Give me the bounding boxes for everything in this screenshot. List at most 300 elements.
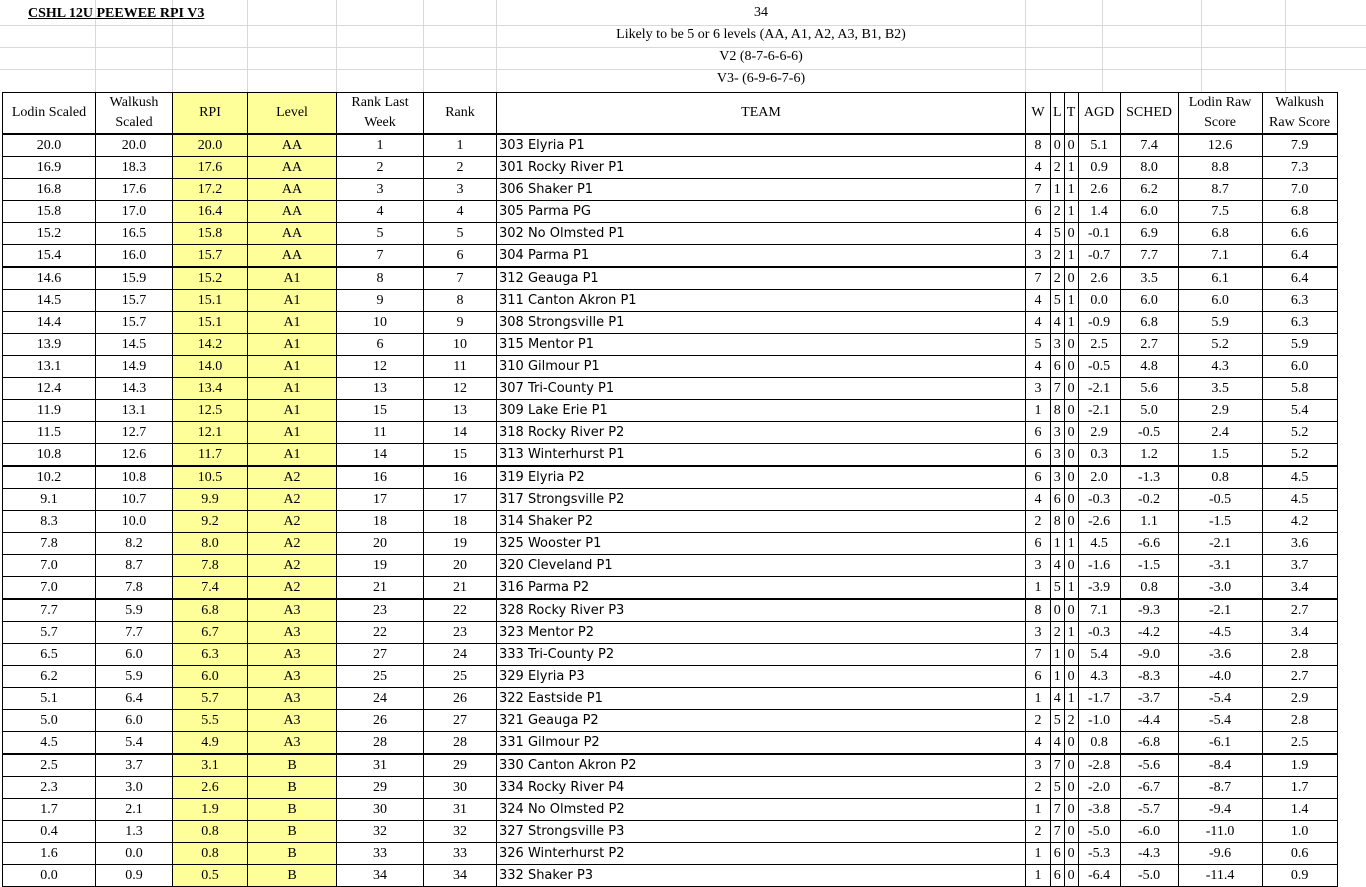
cell-lodin-scaled[interactable]: 15.2 [3, 223, 96, 245]
cell-level[interactable]: A1 [248, 290, 337, 312]
cell-walkush-scaled[interactable]: 8.7 [96, 555, 173, 577]
cell-team[interactable]: 301 Rocky River P1 [497, 157, 1026, 179]
cell-lodin-raw-score[interactable]: 6.8 [1178, 223, 1262, 245]
cell-rank-last-week[interactable]: 4 [337, 201, 424, 223]
cell-lodin-scaled[interactable]: 6.2 [3, 666, 96, 688]
header-level[interactable]: Level [248, 93, 337, 135]
cell-rank-last-week[interactable]: 2 [337, 157, 424, 179]
cell-agd[interactable]: 0.8 [1078, 732, 1120, 755]
cell-team[interactable]: 320 Cleveland P1 [497, 555, 1026, 577]
cell-rpi[interactable]: 5.7 [173, 688, 248, 710]
cell-level[interactable]: A3 [248, 644, 337, 666]
cell-team[interactable]: 306 Shaker P1 [497, 179, 1026, 201]
header-l[interactable]: L [1051, 93, 1065, 135]
cell-rpi[interactable]: 14.0 [173, 356, 248, 378]
note-levels[interactable]: Likely to be 5 or 6 levels (AA, A1, A2, A3, B1, B2) [616, 27, 906, 42]
cell-walkush-scaled[interactable]: 15.7 [96, 312, 173, 334]
cell-level[interactable]: A2 [248, 466, 337, 489]
cell-l[interactable]: 4 [1051, 732, 1065, 755]
cell-sched[interactable]: 8.0 [1120, 157, 1178, 179]
cell-t[interactable]: 0 [1064, 732, 1078, 755]
cell-agd[interactable]: 5.4 [1078, 644, 1120, 666]
cell-walkush-scaled[interactable]: 18.3 [96, 157, 173, 179]
cell-rank[interactable]: 7 [424, 267, 497, 290]
cell-rank-last-week[interactable]: 6 [337, 334, 424, 356]
cell-walkush-scaled[interactable]: 7.7 [96, 622, 173, 644]
cell-t[interactable]: 0 [1064, 422, 1078, 444]
cell-w[interactable]: 2 [1026, 821, 1051, 843]
cell-rank[interactable]: 5 [424, 223, 497, 245]
cell-rank-last-week[interactable]: 25 [337, 666, 424, 688]
cell-rpi[interactable]: 2.6 [173, 777, 248, 799]
cell-w[interactable]: 1 [1026, 799, 1051, 821]
cell-rank-last-week[interactable]: 29 [337, 777, 424, 799]
cell-lodin-scaled[interactable]: 1.7 [3, 799, 96, 821]
cell-level[interactable]: A3 [248, 710, 337, 732]
header-rank-last-week[interactable]: Rank Last Week [337, 93, 424, 135]
cell-walkush-raw-score[interactable]: 1.9 [1262, 754, 1337, 777]
cell-lodin-raw-score[interactable]: 5.9 [1178, 312, 1262, 334]
cell-walkush-raw-score[interactable]: 0.6 [1262, 843, 1337, 865]
cell-walkush-scaled[interactable]: 14.3 [96, 378, 173, 400]
cell-rank-last-week[interactable]: 31 [337, 754, 424, 777]
cell-lodin-scaled[interactable]: 4.5 [3, 732, 96, 755]
cell-sched[interactable]: 1.2 [1120, 444, 1178, 467]
cell-t[interactable]: 0 [1064, 400, 1078, 422]
cell-t[interactable]: 0 [1064, 134, 1078, 157]
cell-w[interactable]: 3 [1026, 378, 1051, 400]
cell-rpi[interactable]: 3.1 [173, 754, 248, 777]
cell-w[interactable]: 6 [1026, 533, 1051, 555]
cell-walkush-raw-score[interactable]: 1.0 [1262, 821, 1337, 843]
cell-sched[interactable]: -1.3 [1120, 466, 1178, 489]
cell-team[interactable]: 307 Tri-County P1 [497, 378, 1026, 400]
cell-team[interactable]: 305 Parma PG [497, 201, 1026, 223]
cell-agd[interactable]: 2.6 [1078, 267, 1120, 290]
cell-level[interactable]: B [248, 777, 337, 799]
cell-agd[interactable]: -3.8 [1078, 799, 1120, 821]
cell-team[interactable]: 334 Rocky River P4 [497, 777, 1026, 799]
cell-rank[interactable]: 28 [424, 732, 497, 755]
cell-t[interactable]: 0 [1064, 444, 1078, 467]
cell-walkush-scaled[interactable]: 10.8 [96, 466, 173, 489]
cell-agd[interactable]: -0.5 [1078, 356, 1120, 378]
cell-walkush-scaled[interactable]: 15.7 [96, 290, 173, 312]
cell-lodin-scaled[interactable]: 7.8 [3, 533, 96, 555]
cell-walkush-raw-score[interactable]: 7.3 [1262, 157, 1337, 179]
cell-lodin-scaled[interactable]: 0.0 [3, 865, 96, 887]
cell-lodin-scaled[interactable]: 0.4 [3, 821, 96, 843]
cell-walkush-scaled[interactable]: 10.7 [96, 489, 173, 511]
cell-lodin-raw-score[interactable]: 2.9 [1178, 400, 1262, 422]
cell-sched[interactable]: -6.7 [1120, 777, 1178, 799]
cell-agd[interactable]: 0.3 [1078, 444, 1120, 467]
cell-agd[interactable]: 2.9 [1078, 422, 1120, 444]
cell-rank[interactable]: 20 [424, 555, 497, 577]
cell-rank[interactable]: 18 [424, 511, 497, 533]
cell-rank[interactable]: 2 [424, 157, 497, 179]
cell-lodin-raw-score[interactable]: 1.5 [1178, 444, 1262, 467]
cell-l[interactable]: 3 [1051, 422, 1065, 444]
cell-w[interactable]: 1 [1026, 400, 1051, 422]
cell-rank-last-week[interactable]: 17 [337, 489, 424, 511]
note-v2[interactable]: V2 (8-7-6-6-6) [719, 49, 803, 64]
cell-lodin-scaled[interactable]: 7.0 [3, 555, 96, 577]
cell-l[interactable]: 4 [1051, 312, 1065, 334]
cell-lodin-scaled[interactable]: 13.1 [3, 356, 96, 378]
cell-l[interactable]: 5 [1051, 223, 1065, 245]
cell-t[interactable]: 0 [1064, 777, 1078, 799]
cell-walkush-scaled[interactable]: 12.7 [96, 422, 173, 444]
cell-rank-last-week[interactable]: 30 [337, 799, 424, 821]
cell-t[interactable]: 0 [1064, 489, 1078, 511]
cell-level[interactable]: A2 [248, 489, 337, 511]
cell-rank-last-week[interactable]: 33 [337, 843, 424, 865]
cell-rank[interactable]: 4 [424, 201, 497, 223]
cell-rpi[interactable]: 7.4 [173, 577, 248, 600]
cell-rpi[interactable]: 13.4 [173, 378, 248, 400]
cell-walkush-raw-score[interactable]: 6.3 [1262, 312, 1337, 334]
cell-team[interactable]: 316 Parma P2 [497, 577, 1026, 600]
cell-rank-last-week[interactable]: 20 [337, 533, 424, 555]
cell-lodin-scaled[interactable]: 14.6 [3, 267, 96, 290]
cell-walkush-raw-score[interactable]: 2.9 [1262, 688, 1337, 710]
cell-team[interactable]: 308 Strongsville P1 [497, 312, 1026, 334]
cell-rpi[interactable]: 10.5 [173, 466, 248, 489]
cell-rpi[interactable]: 15.1 [173, 290, 248, 312]
cell-l[interactable]: 1 [1051, 644, 1065, 666]
cell-rank-last-week[interactable]: 7 [337, 245, 424, 268]
cell-sched[interactable]: 7.7 [1120, 245, 1178, 268]
cell-walkush-raw-score[interactable]: 2.8 [1262, 644, 1337, 666]
cell-l[interactable]: 2 [1051, 267, 1065, 290]
cell-walkush-scaled[interactable]: 10.0 [96, 511, 173, 533]
cell-l[interactable]: 7 [1051, 821, 1065, 843]
cell-sched[interactable]: -4.4 [1120, 710, 1178, 732]
cell-agd[interactable]: -0.7 [1078, 245, 1120, 268]
cell-rank-last-week[interactable]: 21 [337, 577, 424, 600]
cell-l[interactable]: 5 [1051, 710, 1065, 732]
cell-agd[interactable]: 0.9 [1078, 157, 1120, 179]
header-lodin-scaled[interactable]: Lodin Scaled [3, 93, 96, 135]
cell-t[interactable]: 1 [1064, 201, 1078, 223]
cell-level[interactable]: A3 [248, 688, 337, 710]
cell-w[interactable]: 4 [1026, 157, 1051, 179]
cell-t[interactable]: 1 [1064, 622, 1078, 644]
cell-walkush-scaled[interactable]: 7.8 [96, 577, 173, 600]
cell-rpi[interactable]: 15.2 [173, 267, 248, 290]
cell-agd[interactable]: -2.0 [1078, 777, 1120, 799]
cell-level[interactable]: A1 [248, 356, 337, 378]
cell-l[interactable]: 0 [1051, 134, 1065, 157]
cell-lodin-raw-score[interactable]: -11.4 [1178, 865, 1262, 887]
cell-sched[interactable]: 6.8 [1120, 312, 1178, 334]
cell-agd[interactable]: -1.0 [1078, 710, 1120, 732]
cell-w[interactable]: 6 [1026, 666, 1051, 688]
cell-walkush-raw-score[interactable]: 3.6 [1262, 533, 1337, 555]
cell-walkush-scaled[interactable]: 3.7 [96, 754, 173, 777]
cell-t[interactable]: 2 [1064, 710, 1078, 732]
cell-rank-last-week[interactable]: 28 [337, 732, 424, 755]
cell-l[interactable]: 6 [1051, 489, 1065, 511]
cell-agd[interactable]: -2.1 [1078, 378, 1120, 400]
cell-w[interactable]: 6 [1026, 201, 1051, 223]
cell-walkush-scaled[interactable]: 0.0 [96, 843, 173, 865]
cell-lodin-raw-score[interactable]: -5.4 [1178, 688, 1262, 710]
cell-t[interactable]: 0 [1064, 799, 1078, 821]
cell-sched[interactable]: 6.2 [1120, 179, 1178, 201]
cell-team[interactable]: 322 Eastside P1 [497, 688, 1026, 710]
cell-team[interactable]: 315 Mentor P1 [497, 334, 1026, 356]
cell-team[interactable]: 303 Elyria P1 [497, 134, 1026, 157]
cell-team[interactable]: 325 Wooster P1 [497, 533, 1026, 555]
cell-rank[interactable]: 21 [424, 577, 497, 600]
cell-sched[interactable]: -5.7 [1120, 799, 1178, 821]
cell-walkush-scaled[interactable]: 8.2 [96, 533, 173, 555]
cell-rpi[interactable]: 4.9 [173, 732, 248, 755]
header-w[interactable]: W [1026, 93, 1051, 135]
cell-walkush-raw-score[interactable]: 5.2 [1262, 444, 1337, 467]
cell-rank-last-week[interactable]: 16 [337, 466, 424, 489]
cell-l[interactable]: 3 [1051, 466, 1065, 489]
cell-w[interactable]: 2 [1026, 710, 1051, 732]
cell-walkush-raw-score[interactable]: 4.2 [1262, 511, 1337, 533]
cell-walkush-raw-score[interactable]: 5.9 [1262, 334, 1337, 356]
cell-team[interactable]: 324 No Olmsted P2 [497, 799, 1026, 821]
cell-l[interactable]: 2 [1051, 157, 1065, 179]
cell-w[interactable]: 4 [1026, 489, 1051, 511]
cell-agd[interactable]: 2.6 [1078, 179, 1120, 201]
cell-walkush-raw-score[interactable]: 1.7 [1262, 777, 1337, 799]
cell-sched[interactable]: 1.1 [1120, 511, 1178, 533]
cell-lodin-scaled[interactable]: 2.3 [3, 777, 96, 799]
cell-sched[interactable]: -6.0 [1120, 821, 1178, 843]
cell-lodin-scaled[interactable]: 14.4 [3, 312, 96, 334]
cell-t[interactable]: 0 [1064, 223, 1078, 245]
cell-lodin-raw-score[interactable]: 7.1 [1178, 245, 1262, 268]
cell-team[interactable]: 310 Gilmour P1 [497, 356, 1026, 378]
cell-t[interactable]: 0 [1064, 865, 1078, 887]
cell-walkush-scaled[interactable]: 2.1 [96, 799, 173, 821]
cell-rank[interactable]: 14 [424, 422, 497, 444]
cell-t[interactable]: 0 [1064, 644, 1078, 666]
cell-lodin-raw-score[interactable]: -1.5 [1178, 511, 1262, 533]
cell-walkush-scaled[interactable]: 5.4 [96, 732, 173, 755]
cell-team[interactable]: 302 No Olmsted P1 [497, 223, 1026, 245]
cell-walkush-scaled[interactable]: 17.0 [96, 201, 173, 223]
cell-level[interactable]: B [248, 754, 337, 777]
cell-l[interactable]: 7 [1051, 754, 1065, 777]
cell-w[interactable]: 6 [1026, 444, 1051, 467]
cell-team[interactable]: 332 Shaker P3 [497, 865, 1026, 887]
cell-l[interactable]: 5 [1051, 290, 1065, 312]
cell-team[interactable]: 318 Rocky River P2 [497, 422, 1026, 444]
cell-rank[interactable]: 32 [424, 821, 497, 843]
cell-agd[interactable]: -1.6 [1078, 555, 1120, 577]
cell-rank[interactable]: 25 [424, 666, 497, 688]
cell-l[interactable]: 3 [1051, 444, 1065, 467]
cell-w[interactable]: 7 [1026, 644, 1051, 666]
cell-l[interactable]: 1 [1051, 666, 1065, 688]
cell-agd[interactable]: 5.1 [1078, 134, 1120, 157]
cell-lodin-raw-score[interactable]: 4.3 [1178, 356, 1262, 378]
cell-lodin-scaled[interactable]: 7.0 [3, 577, 96, 600]
cell-rank[interactable]: 34 [424, 865, 497, 887]
cell-sched[interactable]: 6.0 [1120, 290, 1178, 312]
cell-w[interactable]: 4 [1026, 312, 1051, 334]
cell-rank[interactable]: 3 [424, 179, 497, 201]
cell-lodin-raw-score[interactable]: 12.6 [1178, 134, 1262, 157]
cell-lodin-scaled[interactable]: 11.9 [3, 400, 96, 422]
cell-rank-last-week[interactable]: 8 [337, 267, 424, 290]
cell-lodin-raw-score[interactable]: 0.8 [1178, 466, 1262, 489]
cell-w[interactable]: 4 [1026, 732, 1051, 755]
cell-sched[interactable]: 5.0 [1120, 400, 1178, 422]
cell-rank[interactable]: 31 [424, 799, 497, 821]
cell-walkush-scaled[interactable]: 5.9 [96, 666, 173, 688]
cell-lodin-scaled[interactable]: 10.8 [3, 444, 96, 467]
cell-walkush-scaled[interactable]: 6.4 [96, 688, 173, 710]
cell-rpi[interactable]: 8.0 [173, 533, 248, 555]
cell-lodin-raw-score[interactable]: 6.1 [1178, 267, 1262, 290]
cell-w[interactable]: 7 [1026, 267, 1051, 290]
cell-agd[interactable]: 4.3 [1078, 666, 1120, 688]
cell-lodin-scaled[interactable]: 15.8 [3, 201, 96, 223]
cell-rank-last-week[interactable]: 3 [337, 179, 424, 201]
cell-level[interactable]: AA [248, 134, 337, 157]
cell-rank[interactable]: 26 [424, 688, 497, 710]
cell-w[interactable]: 4 [1026, 290, 1051, 312]
cell-w[interactable]: 6 [1026, 466, 1051, 489]
cell-l[interactable]: 2 [1051, 245, 1065, 268]
cell-t[interactable]: 1 [1064, 157, 1078, 179]
cell-walkush-raw-score[interactable]: 7.0 [1262, 179, 1337, 201]
cell-rank[interactable]: 11 [424, 356, 497, 378]
cell-walkush-raw-score[interactable]: 2.7 [1262, 666, 1337, 688]
cell-rank-last-week[interactable]: 13 [337, 378, 424, 400]
cell-lodin-raw-score[interactable]: -5.4 [1178, 710, 1262, 732]
cell-walkush-raw-score[interactable]: 0.9 [1262, 865, 1337, 887]
cell-level[interactable]: A1 [248, 422, 337, 444]
sheet-title[interactable]: CSHL 12U PEEWEE RPI V3 [28, 6, 205, 21]
cell-lodin-raw-score[interactable]: -4.0 [1178, 666, 1262, 688]
cell-rpi[interactable]: 15.7 [173, 245, 248, 268]
cell-level[interactable]: A1 [248, 334, 337, 356]
cell-t[interactable]: 1 [1064, 312, 1078, 334]
cell-rank[interactable]: 29 [424, 754, 497, 777]
cell-walkush-scaled[interactable]: 15.9 [96, 267, 173, 290]
cell-rank[interactable]: 8 [424, 290, 497, 312]
cell-agd[interactable]: -5.3 [1078, 843, 1120, 865]
cell-agd[interactable]: -5.0 [1078, 821, 1120, 843]
cell-l[interactable]: 0 [1051, 599, 1065, 622]
cell-rpi[interactable]: 17.6 [173, 157, 248, 179]
cell-lodin-raw-score[interactable]: -3.6 [1178, 644, 1262, 666]
cell-w[interactable]: 4 [1026, 356, 1051, 378]
cell-rpi[interactable]: 5.5 [173, 710, 248, 732]
header-agd[interactable]: AGD [1078, 93, 1120, 135]
cell-agd[interactable]: 4.5 [1078, 533, 1120, 555]
cell-l[interactable]: 2 [1051, 622, 1065, 644]
cell-team[interactable]: 326 Winterhurst P2 [497, 843, 1026, 865]
cell-rpi[interactable]: 11.7 [173, 444, 248, 467]
cell-l[interactable]: 4 [1051, 688, 1065, 710]
cell-walkush-raw-score[interactable]: 5.8 [1262, 378, 1337, 400]
cell-l[interactable]: 3 [1051, 334, 1065, 356]
cell-lodin-scaled[interactable]: 2.5 [3, 754, 96, 777]
cell-rank-last-week[interactable]: 27 [337, 644, 424, 666]
cell-l[interactable]: 6 [1051, 865, 1065, 887]
cell-rpi[interactable]: 7.8 [173, 555, 248, 577]
cell-lodin-raw-score[interactable]: -8.4 [1178, 754, 1262, 777]
cell-w[interactable]: 2 [1026, 777, 1051, 799]
cell-rank-last-week[interactable]: 14 [337, 444, 424, 467]
cell-lodin-scaled[interactable]: 13.9 [3, 334, 96, 356]
cell-walkush-raw-score[interactable]: 6.0 [1262, 356, 1337, 378]
cell-sched[interactable]: 4.8 [1120, 356, 1178, 378]
cell-team[interactable]: 331 Gilmour P2 [497, 732, 1026, 755]
cell-agd[interactable]: 2.0 [1078, 466, 1120, 489]
cell-team[interactable]: 311 Canton Akron P1 [497, 290, 1026, 312]
cell-rank[interactable]: 17 [424, 489, 497, 511]
cell-team[interactable]: 329 Elyria P3 [497, 666, 1026, 688]
cell-walkush-scaled[interactable]: 12.6 [96, 444, 173, 467]
cell-lodin-scaled[interactable]: 20.0 [3, 134, 96, 157]
cell-rank-last-week[interactable]: 34 [337, 865, 424, 887]
cell-rank[interactable]: 27 [424, 710, 497, 732]
cell-walkush-raw-score[interactable]: 5.2 [1262, 422, 1337, 444]
cell-level[interactable]: A2 [248, 555, 337, 577]
cell-agd[interactable]: -2.1 [1078, 400, 1120, 422]
cell-lodin-raw-score[interactable]: 8.8 [1178, 157, 1262, 179]
cell-level[interactable]: A2 [248, 511, 337, 533]
cell-walkush-raw-score[interactable]: 5.4 [1262, 400, 1337, 422]
cell-lodin-raw-score[interactable]: -2.1 [1178, 599, 1262, 622]
cell-level[interactable]: A1 [248, 400, 337, 422]
cell-rank[interactable]: 15 [424, 444, 497, 467]
cell-t[interactable]: 0 [1064, 267, 1078, 290]
cell-rpi[interactable]: 15.1 [173, 312, 248, 334]
cell-level[interactable]: AA [248, 157, 337, 179]
cell-rank[interactable]: 22 [424, 599, 497, 622]
cell-walkush-raw-score[interactable]: 6.4 [1262, 267, 1337, 290]
cell-w[interactable]: 7 [1026, 179, 1051, 201]
cell-sched[interactable]: -6.6 [1120, 533, 1178, 555]
cell-rpi[interactable]: 16.4 [173, 201, 248, 223]
cell-lodin-raw-score[interactable]: 6.0 [1178, 290, 1262, 312]
cell-rpi[interactable]: 9.9 [173, 489, 248, 511]
cell-rank[interactable]: 30 [424, 777, 497, 799]
cell-lodin-raw-score[interactable]: 7.5 [1178, 201, 1262, 223]
cell-agd[interactable]: 0.0 [1078, 290, 1120, 312]
cell-l[interactable]: 7 [1051, 378, 1065, 400]
cell-rpi[interactable]: 6.3 [173, 644, 248, 666]
cell-agd[interactable]: -2.8 [1078, 754, 1120, 777]
cell-level[interactable]: A1 [248, 312, 337, 334]
note-count[interactable]: 34 [754, 5, 768, 20]
cell-rank-last-week[interactable]: 11 [337, 422, 424, 444]
cell-walkush-scaled[interactable]: 16.5 [96, 223, 173, 245]
cell-rpi[interactable]: 20.0 [173, 134, 248, 157]
cell-t[interactable]: 0 [1064, 378, 1078, 400]
cell-rank[interactable]: 10 [424, 334, 497, 356]
cell-rank[interactable]: 16 [424, 466, 497, 489]
cell-t[interactable]: 0 [1064, 754, 1078, 777]
cell-rank-last-week[interactable]: 32 [337, 821, 424, 843]
cell-lodin-raw-score[interactable]: -9.6 [1178, 843, 1262, 865]
cell-rank-last-week[interactable]: 1 [337, 134, 424, 157]
cell-lodin-raw-score[interactable]: -3.1 [1178, 555, 1262, 577]
